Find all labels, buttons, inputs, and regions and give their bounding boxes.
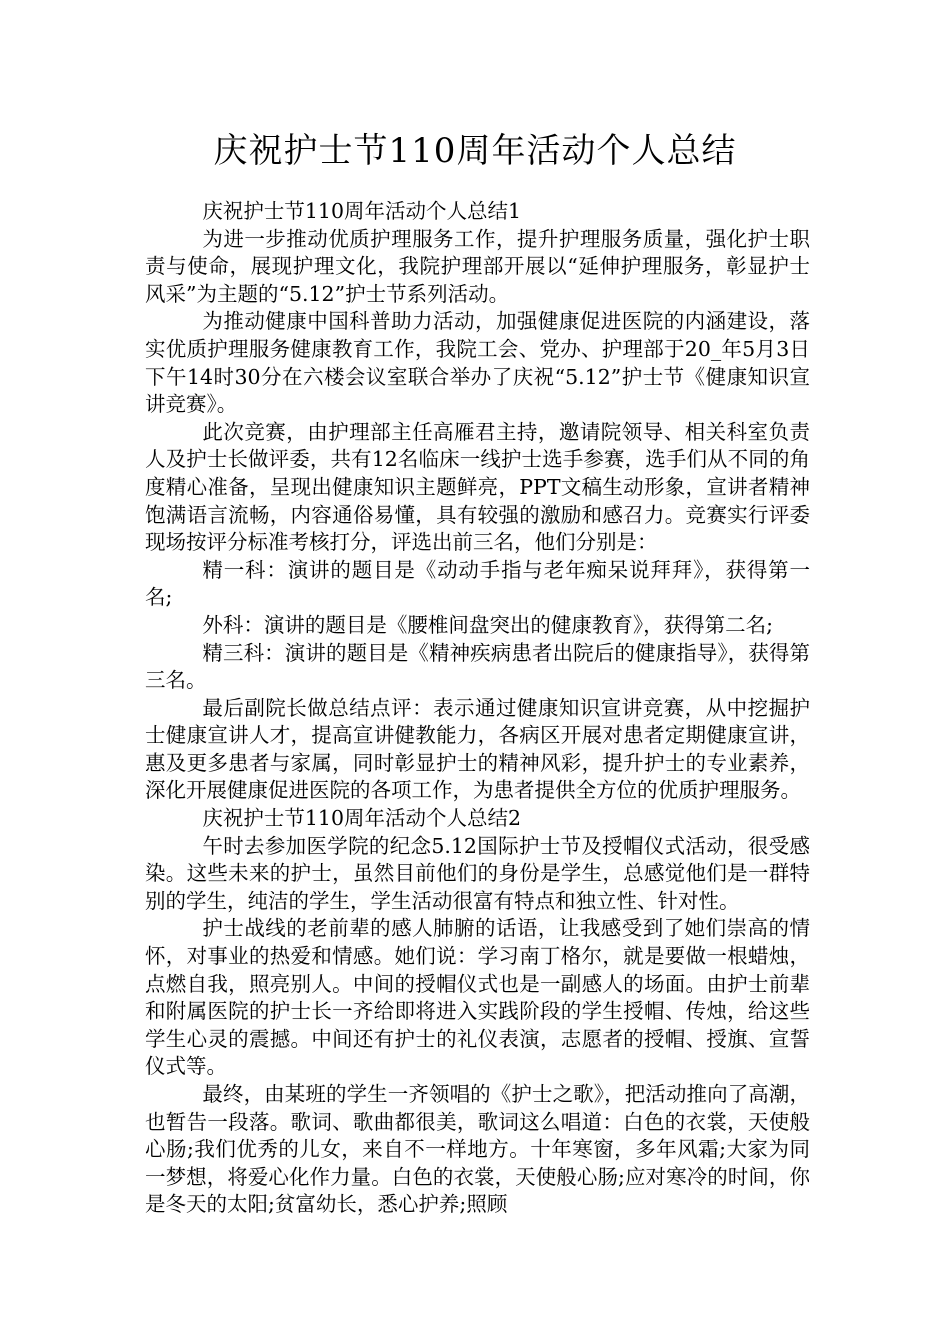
document-body — [145, 198, 810, 1219]
paragraph: 为推动健康中国科普助力活动，加强健康促进医院的内涵建设，落实优质护理服务健康教育工作，我院工会、党办、护理部于20_年5月3日下午14时30分在六楼会议室联合举办了庆祝“5.12”护士节《健康知识宣讲竞赛》。 — [145, 309, 810, 417]
paragraph: 精一科：演讲的题目是《动动手指与老年痴呆说拜拜》，获得第一名; — [145, 557, 810, 610]
paragraph: 午时去参加医学院的纪念5.12国际护士节及授帽仪式活动，很受感染。这些未来的护士，虽然目前他们的身份是学生，总感觉他们是一群特别的学生，纯洁的学生，学生活动很富有特点和独立性、针对性。 — [145, 833, 810, 913]
paragraph: 此次竞赛，由护理部主任高雁君主持，邀请院领导、相关科室负责人及护士长做评委，共有12名临床一线护士选手参赛，选手们从不同的角度精心准备，呈现出健康知识主题鲜亮，PPT文稿生动形象，宣讲者精神饱满语言流畅，内容通俗易懂，具有较强的激励和感召力。竞赛实行评委现场按评分标准考核打分，评选出前三名，他们分别是： — [145, 419, 810, 555]
document-title: 庆祝护士节110周年活动个人总结 — [213, 131, 737, 171]
paragraph: 最后副院长做总结点评：表示通过健康知识宣讲竞赛，从中挖掘护士健康宣讲人才，提高宣讲健教能力，各病区开展对患者定期健康宣讲，惠及更多患者与家属，同时彰显护士的精神风彩，提升护士的专业素养，深化开展健康促进医院的各项工作，为患者提供全方位的优质护理服务。 — [145, 695, 810, 803]
paragraph: 最终，由某班的学生一齐领唱的《护士之歌》，把活动推向了高潮，也暂告一段落。歌词、歌曲都很美，歌词这么唱道：白色的衣裳，天使般心肠;我们优秀的儿女，来自不一样地方。十年寒窗，多年风霜;大家为同一梦想，将爱心化作力量。白色的衣裳，天使般心肠;应对寒冷的时间，你是冬天的太阳;贫富幼长，悉心护养;照顾 — [145, 1082, 810, 1217]
paragraph: 为进一步推动优质护理服务工作，提升护理服务质量，强化护士职责与使命，展现护理文化，我院护理部开展以“延伸护理服务，彰显护士风采”为主题的“5.12”护士节系列活动。 — [145, 226, 810, 306]
paragraph: 护士战线的老前辈的感人肺腑的话语，让我感受到了她们崇高的情怀，对事业的热爱和情感。她们说：学习南丁格尔，就是要做一根蜡烛，点燃自我，照亮别人。中间的授帽仪式也是一副感人的场面。由护士前辈和附属医院的护士长一齐给即将进入实践阶段的学生授帽、传烛，给这些学生心灵的震撼。中间还有护士的礼仪表演，志愿者的授帽、授旗、宣誓仪式等。 — [145, 916, 810, 1079]
paragraph: 外科：演讲的题目是《腰椎间盘突出的健康教育》，获得第二名; — [202, 612, 774, 637]
section-heading-2: 庆祝护士节110周年活动个人总结2 — [202, 806, 522, 831]
paragraph: 精三科：演讲的题目是《精神疾病患者出院后的健康指导》，获得第三名。 — [145, 640, 810, 693]
section-heading-1: 庆祝护士节110周年活动个人总结1 — [202, 199, 522, 223]
